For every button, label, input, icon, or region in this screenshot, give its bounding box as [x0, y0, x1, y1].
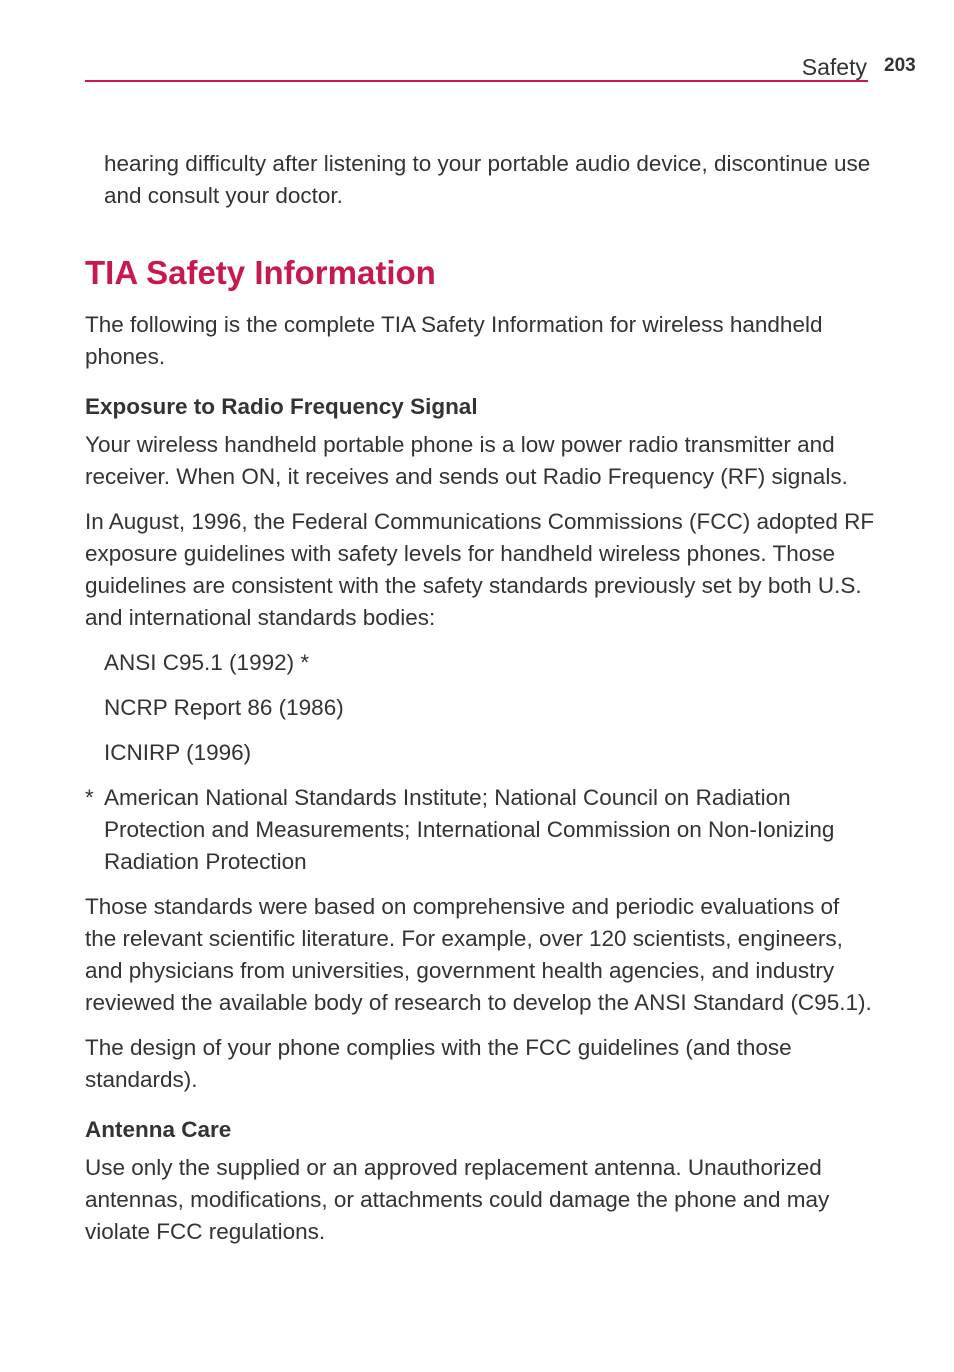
footnote-mark: * — [85, 785, 94, 810]
footnote — [85, 782, 875, 878]
exposure-paragraph-4: The design of your phone complies with the FCC guidelines (and those standards). — [85, 1035, 792, 1092]
continued-paragraph: hearing difficulty after listening to your portable audio device, discontinue use and consult your doctor. — [104, 151, 871, 208]
header-divider — [85, 80, 868, 82]
section-title: Safety — [801, 54, 867, 80]
section-heading-antenna: Antenna Care — [85, 1117, 232, 1142]
page-number: 203 — [884, 55, 916, 76]
antenna-paragraph: Use only the supplied or an approved replacement antenna. Unauthorized antennas, modifications, or attachments could damage the phone and may violate FCC regulations. — [85, 1155, 830, 1244]
exposure-paragraph-1: Your wireless handheld portable phone is a low power radio transmitter and receiver. When ON, it receives and sends out Radio Frequency (RF) signals. — [85, 432, 848, 489]
section-heading-exposure: Exposure to Radio Frequency Signal — [85, 394, 478, 419]
page-header — [85, 52, 870, 82]
standard-item: NCRP Report 86 (1986) — [104, 695, 344, 720]
footnote-text: American National Standards Institute; National Council on Radiation Protection and Measurements; International Commission on Non-Ionizing Radiation Protection — [104, 785, 835, 874]
page-title: TIA Safety Information — [85, 254, 436, 291]
standard-item: ANSI C95.1 (1992) * — [104, 650, 310, 675]
intro-paragraph: The following is the complete TIA Safety Information for wireless handheld phones. — [85, 312, 823, 369]
page-content — [85, 148, 875, 1248]
standard-item: ICNIRP (1996) — [104, 740, 252, 765]
exposure-paragraph-2: In August, 1996, the Federal Communications Commissions (FCC) adopted RF exposure guidelines with safety levels for handheld wireless phones. Those guidelines are consistent with the safety standards previously set by both U.S. and international standards bodies: — [85, 509, 875, 630]
exposure-paragraph-3: Those standards were based on comprehensive and periodic evaluations of the relevant scientific literature. For example, over 120 scientists, engineers, and physicians from universities, government health agencies, and industry reviewed the available body of research to develop the ANSI Standard (C95.1). — [85, 894, 872, 1015]
